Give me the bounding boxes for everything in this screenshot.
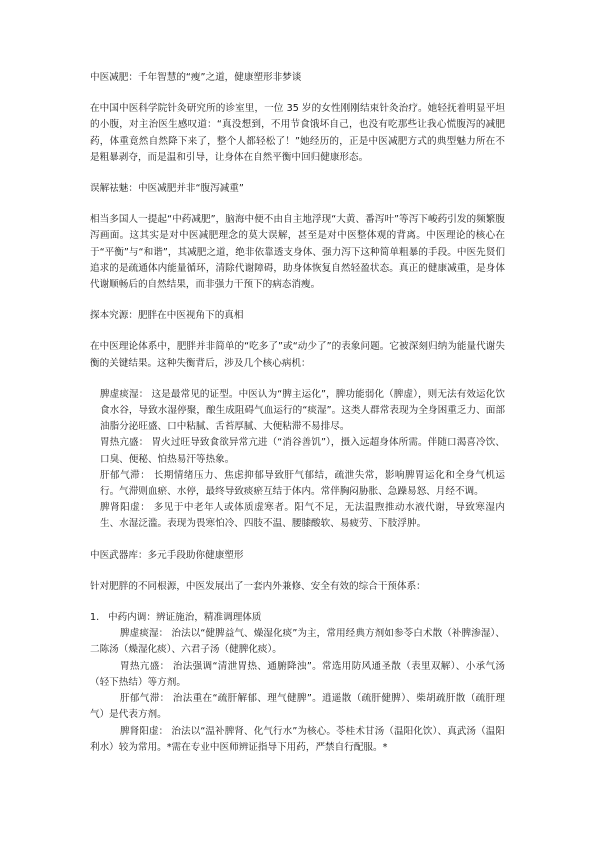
- numbered-list-heading: [90, 610, 505, 626]
- syndrome-item: 脾肾阳虚： 多见于中老年人或体质虚寒者。阳气不足，无法温煦推动水液代谢，导致寒湿内生、水湿泛滥。表现为畏寒怕冷、四肢不温、腰膝酸软、易疲劳、下肢浮肿。: [100, 502, 505, 530]
- treatment-item: 脾肾阳虚： 治法以“温补脾肾、化气行水”为核心。苓桂术甘汤（温阳化饮）、真武汤（温阳利水）较为常用。*需在专业中医师辨证指导下用药，严禁自行配服。*: [90, 725, 505, 753]
- syndrome-item: 脾虚痰湿： 这是最常见的证型。中医认为“脾主运化”，脾功能弱化（脾虚），则无法有效运化饮食水谷，导致水湿停聚，酿生成阻碍气血运行的“痰湿”。这类人群常表现为全身困重乏力、面部油脂分泌旺盛、口中粘腻、舌苔厚腻、大便粘滞不易排尽。: [100, 388, 505, 433]
- syndrome-list: [90, 387, 505, 533]
- section-heading-root-cause: 探本究源：肥胖在中医视角下的真相: [90, 310, 244, 322]
- section-heading-misconception: 误解祛魅：中医减肥并非“腹泻减重”: [90, 183, 244, 195]
- syndrome-item: 胃热亢盛： 胃火过旺导致食欲异常亢进（“消谷善饥”），摄入远超身体所需。伴随口渴喜冷饮、口臭、便秘、怕热易汗等热象。: [100, 437, 505, 465]
- misconception-paragraph: 相当多国人一提起“中药减肥”，脑海中便不由自主地浮现“大黄、番泻叶”等泻下峻药引发的频繁腹泻画面。这其实是对中医减肥理念的莫大误解，甚至是对中医整体观的背离。中医理论的核心在于“平衡”与“和谐”，其减肥之道，绝非依靠透支身体、强力泻下这种简单粗暴的手段。中医先贤们追求的是疏通体内能量循环，清除代谢障碍，助身体恢复自然轻盈状态。真正的健康减重，是身体代谢顺畅后的自然结果，而非强力干预下的病态消瘦。: [90, 214, 505, 291]
- toolkit-paragraph: 针对肥胖的不同根源，中医发展出了一套内外兼修、安全有效的综合干预体系：: [90, 580, 426, 592]
- list-heading-text: 中药内调：辨证施治，精准调理体质: [108, 612, 262, 624]
- treatment-item: 胃热亢盛： 治法强调“清泄胃热、通腑降浊”。常选用防风通圣散（表里双解）、小承气汤（轻下热结）等方剂。: [90, 660, 505, 688]
- section-heading-toolkit: 中医武器库：多元手段助你健康塑形: [90, 549, 244, 561]
- root-cause-paragraph: 在中医理论体系中，肥胖并非简单的“吃多了”或“动少了”的表象问题。它被深刻归纳为能量代谢失衡的关键结果。这种失衡背后，涉及几个核心病机：: [90, 341, 505, 369]
- treatment-item: 脾虚痰湿： 治法以“健脾益气、燥湿化痰”为主，常用经典方剂如参苓白术散（补脾渗湿）、二陈汤（燥湿化痰）、六君子汤（健脾化痰）。: [90, 628, 505, 656]
- treatment-item: 肝郁气滞： 治法重在“疏肝解郁、理气健脾”。逍遥散（疏肝健脾）、柴胡疏肝散（疏肝理气）是代表方剂。: [90, 693, 505, 721]
- herbal-treatment-list: [90, 626, 505, 756]
- intro-paragraph: 在中国中医科学院针灸研究所的诊室里，一位 35 岁的女性刚刚结束针灸治疗。她轻抚着明显平坦的小腹，对主治医生感叹道：“真没想到，不用节食饿坏自己，也没有吃那些让我心慌腹泻的减肥药，体重竟然自然降下来了，整个人都轻松了！”她经历的，正是中医减肥方式的典型魅力所在不是粗暴剥夺，而是温和引导，让身体在自然平衡中回归健康形态。: [90, 103, 505, 163]
- syndrome-item: 肝郁气滞： 长期情绪压力、焦虑抑郁导致肝气郁结，疏泄失常，影响脾胃运化和全身气机运行。气滞则血瘀、水停，最终导致痰瘀互结于体内。常伴胸闷胁胀、急躁易怒、月经不调。: [100, 469, 505, 498]
- list-number: 1.: [90, 612, 100, 624]
- article-title: 中医减肥：千年智慧的“瘦”之道，健康塑形非梦谈: [90, 72, 302, 83]
